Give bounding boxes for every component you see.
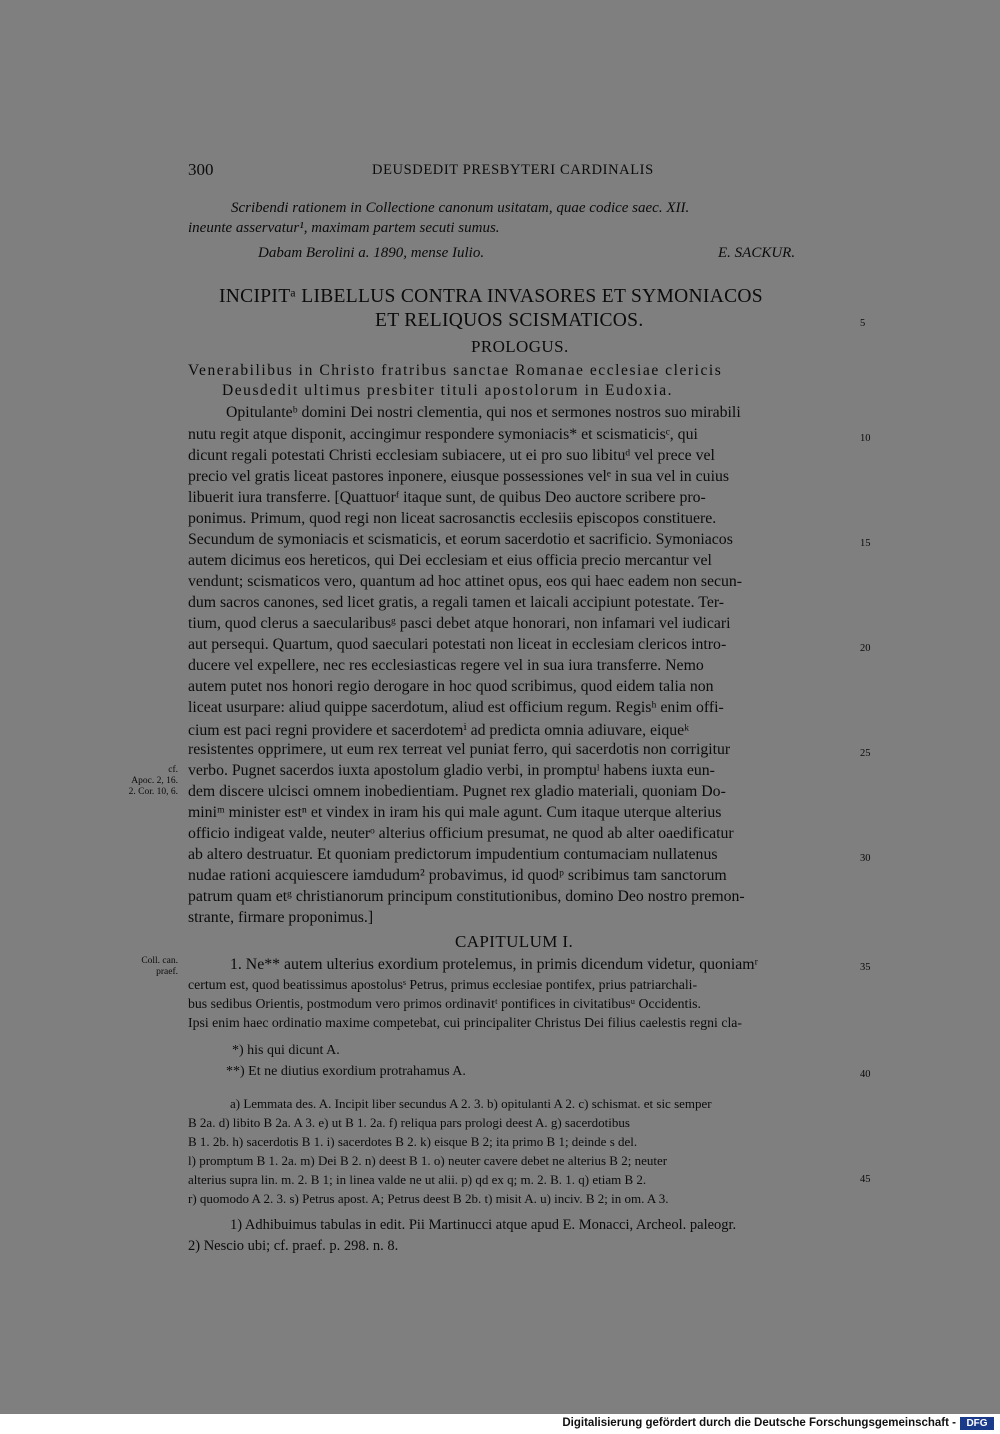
line-number: 45 [860,1174,871,1185]
margin-reference-coll [110,956,178,978]
body-line: miniᵐ minister estⁿ et vindex in iram his qui male agunt. Cum itaque uterque alterius [188,804,722,821]
line-number: 15 [860,538,871,549]
margin-ref-line: cf. [168,765,178,775]
dfg-logo-icon: DFG [960,1417,994,1430]
body-line: Secundum de symoniacis et scismaticis, et eorum sacerdotio et sacrificio. Symoniacos [188,531,733,548]
dedication-line-1: Venerabilibus in Christo fratribus sanctae Romanae ecclesiae clericis [188,362,723,379]
body-line: libuerit iura transferre. [Quattuorᶠ itaque sunt, de quibus Deo auctore scribere pro- [188,489,706,506]
margin-reference-apoc [110,765,178,798]
margin-ref-line: 2. Cor. 10, 6. [128,787,178,797]
body-line: cium est paci regni providere et sacerdotemⁱ ad predicta omnia adiuvare, eiqueᵏ [188,722,690,739]
body-line: dicunt regali potestati Christi ecclesiam subiacere, ut ei pro suo libituᵈ vel prece vel [188,447,715,464]
apparatus-line: alterius supra lin. m. 2. B 1; in linea valde ne ut alii. p) qd ex q; m. 2. B. 1. q) etiam B 2. [188,1172,647,1187]
star-note: *) his qui dicunt A. [232,1043,340,1058]
chapter-small-line: bus sedibus Orientis, postmodum vero primos ordinavitᵗ pontifices in civitatibusᵘ Occidentis. [188,996,701,1011]
line-number: 30 [860,853,871,864]
body-line: tium, quod clerus a saecularibusᵍ pasci debet atque honorari, non infamari vel iudicari [188,615,731,632]
line-number: 25 [860,748,871,759]
line-number: 35 [860,962,871,973]
chapter-heading: CAPITULUM I. [455,932,574,951]
margin-ref-line: Apoc. 2, 16. [131,776,178,786]
editor-signature: E. SACKUR. [718,245,796,261]
page-number: 300 [188,160,214,179]
body-line: resistentes opprimere, ut eum rex terreat vel puniat ferro, qui sacerdotis non corrigitur [188,741,731,758]
dated-line: Dabam Berolini a. 1890, mense Iulio. [258,245,485,261]
footnote: 1) Adhibuimus tabulas in edit. Pii Martinucci atque apud E. Monacci, Archeol. paleogr. [230,1217,737,1233]
margin-ref-line: Coll. can. [141,956,178,966]
body-line: autem dicimus eos hereticos, qui Dei ecclesiam et eius officia precio mercantur vel [188,552,712,569]
apparatus-line: r) quomodo A 2. 3. s) Petrus apost. A; Petrus deest B 2b. t) misit A. u) inciv. B 2; in om. A 3. [188,1191,669,1206]
dedication-line-2: Deusdedit ultimus presbiter tituli apostolorum in Eudoxia. [222,382,674,399]
line-number: 40 [860,1069,871,1080]
work-title-line-2: ET RELIQUOS SCISMATICOS. [375,310,644,331]
apparatus-line: l) promptum B 1. 2a. m) Dei B 2. n) deest B 1. o) neuter cavere debet ne alterius B 2; neuter [188,1153,668,1168]
apparatus-line: B 1. 2b. h) sacerdotis B 1. i) sacerdotes B 2. k) eisque B 2; ita primo B 1; deinde s del. [188,1134,638,1149]
body-line: ducere vel expellere, nec res ecclesiasticas regere vel in sua iura transferre. Nemo [188,657,704,674]
chapter-first-line: 1. Ne** autem ulterius exordium protelemus, in primis dicendum videtur, quoniamʳ [230,956,758,973]
prologus-heading: PROLOGUS. [471,337,569,356]
body-line: vendunt; scismaticos vero, quantum ad hoc attinet opus, eos qui haec eadem non secun- [188,573,743,590]
body-line: ponimus. Primum, quod regi non liceat sacrosanctis ecclesiis episcopos constituere. [188,510,717,527]
line-number: 10 [860,433,871,444]
body-line: verbo. Pugnet sacerdos iuxta apostolum gladio verbi, in promptuˡ habens iuxta eun- [188,762,715,779]
body-line: autem putet nos honori regio derogare in hoc quod scribimus, quod eidem talia non [188,678,714,695]
body-line: strante, firmare proponimus.] [188,909,374,926]
apparatus-line: B 2a. d) libito B 2a. A 3. e) ut B 1. 2a. f) reliqua pars prologi deest A. g) sacerdotibus [188,1115,630,1130]
body-line: officio indigeat valde, neuterᵒ alterius officium presumat, ne quod ab alter oaedificatur [188,825,734,842]
chapter-small-line: Ipsi enim haec ordinatio maxime competebat, cui principaliter Christus Dei filius caelestis regni cla- [188,1015,742,1030]
margin-ref-line: praef. [156,967,178,977]
apparatus-line: a) Lemmata des. A. Incipit liber secundus A 2. 3. b) opitulanti A 2. c) schismat. et sic semper [230,1096,712,1111]
footnote: 2) Nescio ubi; cf. praef. p. 298. n. 8. [188,1238,399,1254]
body-line: dum sacros canones, sed licet gratis, a regali tamen et laicali accipiunt potestate. Ter- [188,594,725,611]
line-number: 20 [860,643,871,654]
body-line: aut persequi. Quartum, quod saeculari potestati non liceat in ecclesiam clericos intro- [188,636,727,653]
funding-credit: Digitalisierung gefördert durch die Deutsche Forschungsgemeinschaft - [562,1417,956,1429]
body-line: patrum quam etᵍ christianorum principum constitutionibus, domino Deo nostro premon- [188,888,745,905]
body-line: Opitulanteᵇ domini Dei nostri clementia, qui nos et sermones nostros suo mirabili [226,404,741,421]
chapter-small-line: certum est, quod beatissimus apostolusˢ Petrus, primus ecclesiae pontifex, prius patriarchali- [188,977,698,992]
intro-line-1: Scribendi rationem in Collectione canonum usitatam, quae codice saec. XII. [231,200,690,216]
body-line: precio vel gratis liceat pastores inponere, eiusque possessiones velᵉ in sua vel in cuius [188,468,730,485]
line-number: 5 [860,318,866,329]
running-title: DEUSDEDIT PRESBYTERI CARDINALIS [372,162,654,178]
body-line: nudae rationi acquiescere iamdudum² probavimus, id quodᵖ scribimus tam sanctorum [188,867,727,884]
body-line: nutu regit atque disponit, accingimur respondere symoniacis* et scismaticisᶜ, qui [188,426,698,443]
star-note: **) Et ne diutius exordium protrahamus A. [226,1064,466,1079]
body-line: ab altero destruatur. Et quoniam predictorum impudentium contumaciam nullatenus [188,846,718,863]
body-line: dem discere ulcisci omnem inobedientiam. Pugnet rex gladio materiali, quoniam Do- [188,783,726,800]
intro-line-2: ineunte asservatur¹, maximam partem secuti sumus. [188,220,500,236]
work-title-line-1: INCIPITᵃ LIBELLUS CONTRA INVASORES ET SYMONIACOS [219,286,763,307]
body-line: liceat usurpare: aliud quippe sacerdotum, aliud est officium regum. Regisʰ enim offi- [188,699,724,716]
